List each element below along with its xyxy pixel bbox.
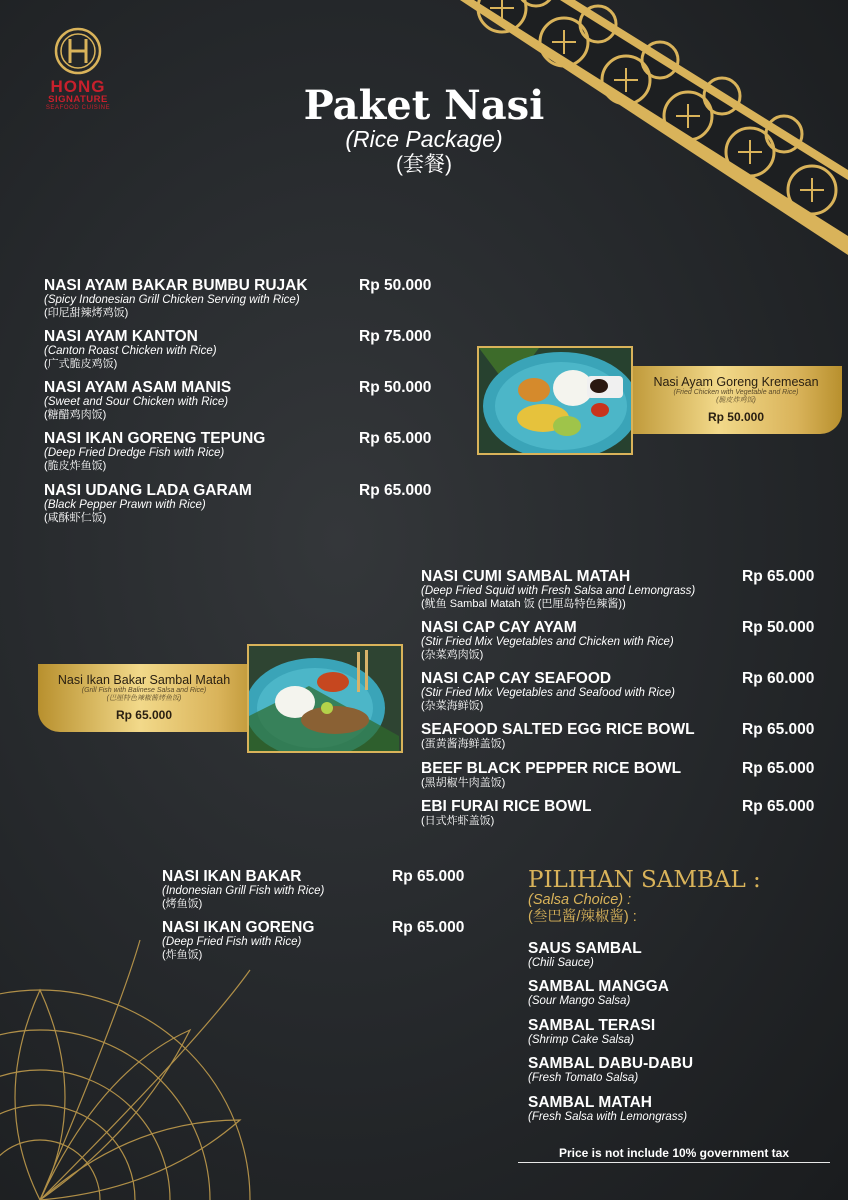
item-price: Rp 50.000 [359,277,432,294]
sambal-item [528,1055,693,1085]
item-price: Rp 65.000 [742,568,815,585]
item-zh: (杂菜鸡肉饭) [421,649,484,661]
item-desc: (Shrimp Cake Salsa) [528,1034,635,1046]
item-name: NASI AYAM KANTON [44,328,198,345]
dish-illustration [249,646,401,751]
featured-desc: (Fried Chicken with Vegetable and Rice) [673,389,799,396]
item-name: SAUS SAMBAL [528,940,642,957]
item-zh: (印尼甜辣烤鸡饭) [44,307,129,319]
item-name: NASI IKAN GORENG TEPUNG [44,430,266,447]
menu-item [44,430,265,473]
menu-item [421,619,674,662]
page-subtitle: (Rice Package) [345,126,503,152]
menu-item [421,798,592,828]
featured-desc: (Grill Fish with Balinese Salsa and Rice) [81,687,207,694]
item-name: NASI AYAM ASAM MANIS [44,379,232,396]
item-zh: (日式炸虾盖饭) [421,815,495,827]
item-name: SEAFOOD SALTED EGG RICE BOWL [421,721,695,738]
item-desc: (Stir Fried Mix Vegetables and Chicken with Rice) [421,636,674,648]
sambal-item [528,1094,687,1124]
menu-item [44,482,252,525]
menu-item [421,721,695,751]
item-desc: (Canton Roast Chicken with Rice) [44,345,217,357]
item-zh: (烤鱼饭) [162,898,203,910]
item-zh: (杂菜海鲜饭) [421,700,484,712]
dish-photo [247,644,403,753]
sambal-subtitle: (Salsa Choice) : [528,892,632,908]
menu-item [421,670,675,713]
item-name: NASI UDANG LADA GARAM [44,482,252,499]
sambal-item [528,940,642,970]
item-name: BEEF BLACK PEPPER RICE BOWL [421,760,682,777]
item-price: Rp 75.000 [359,328,432,345]
item-desc: (Fresh Salsa with Lemongrass) [528,1111,688,1123]
item-desc: (Chili Sauce) [528,957,594,969]
menu-item [421,760,681,790]
featured-zh: (脆皮炸鸡饭) [716,397,756,404]
page-subtitle-zh: (套餐) [396,153,452,176]
item-desc: (Stir Fried Mix Vegetables and Seafood with Rice) [421,687,675,699]
menu-item [421,568,695,611]
item-name: NASI CAP CAY AYAM [421,619,577,636]
item-name: NASI IKAN GORENG [162,919,315,936]
item-name: SAMBAL DABU-DABU [528,1055,694,1072]
featured-label [38,664,264,732]
menu-item [162,919,314,962]
brand-sub: SIGNATURE [48,94,108,105]
item-name: SAMBAL MATAH [528,1094,652,1111]
page-title: Paket Nasi [303,82,545,129]
item-desc: (Deep Fried Dredge Fish with Rice) [44,447,225,459]
sambal-item [528,1017,655,1047]
dish-photo [477,346,633,455]
item-price: Rp 65.000 [742,798,815,815]
featured-price: Rp 65.000 [115,708,173,722]
item-price: Rp 50.000 [742,619,815,636]
item-price: Rp 65.000 [359,430,432,447]
tax-note: Price is not include 10% government tax [518,1146,830,1163]
menu-item [44,277,308,320]
item-desc: (Black Pepper Prawn with Rice) [44,499,206,511]
item-desc: (Deep Fried Squid with Fresh Salsa and Lemongrass) [421,585,696,597]
item-price: Rp 65.000 [359,482,432,499]
featured-name: Nasi Ayam Goreng Kremesan [653,375,819,389]
item-name: NASI CUMI SAMBAL MATAH [421,568,631,585]
featured-price: Rp 50.000 [707,410,765,424]
item-zh: (广式脆皮鸡饭) [44,358,118,370]
menu-item [44,379,231,422]
item-zh: (黑胡椒牛肉盖饭) [421,777,506,789]
item-price: Rp 65.000 [742,721,815,738]
item-price: Rp 65.000 [392,868,465,885]
item-name: NASI AYAM BAKAR BUMBU RUJAK [44,277,308,294]
item-zh: (蛋黄酱海鲜盖饭) [421,738,506,750]
menu-item [162,868,324,911]
sambal-title: PILIHAN SAMBAL : [528,867,761,893]
item-desc: (Sweet and Sour Chicken with Rice) [44,396,229,408]
featured-zh: (巴厘特色辣椒酱烤鱼饭) [106,695,182,702]
menu-item [44,328,217,371]
featured-name: Nasi Ikan Bakar Sambal Matah [57,673,231,687]
brand-tagline: SEAFOOD CUISINE [45,105,111,111]
item-desc: (Fresh Tomato Salsa) [528,1072,639,1084]
item-desc: (Indonesian Grill Fish with Rice) [162,885,325,897]
dish-illustration [479,348,631,453]
item-price: Rp 65.000 [392,919,465,936]
item-name: NASI IKAN BAKAR [162,868,302,885]
item-price: Rp 60.000 [742,670,815,687]
item-zh: (咸酥虾仁饭) [44,512,107,524]
sambal-subtitle-zh: (叁巴酱/辣椒酱) : [528,909,637,925]
hs-monogram-icon [53,26,103,76]
item-desc: (Sour Mango Salsa) [528,995,631,1007]
item-zh: (炸鱼饭) [162,949,203,961]
mandala-lines [0,930,270,1200]
featured-label [618,366,842,434]
brand-name: HONG [50,77,106,96]
item-name: NASI CAP CAY SEAFOOD [421,670,612,687]
item-desc: (Spicy Indonesian Grill Chicken Serving with Rice) [44,294,300,306]
item-price: Rp 50.000 [359,379,432,396]
item-zh: (糖醋鸡肉饭) [44,409,107,421]
item-zh: (脆皮炸鱼饭) [44,460,107,472]
item-desc: (Deep Fried Fish with Rice) [162,936,302,948]
item-zh: (鱿鱼 Sambal Matah 饭 (巴厘岛特色辣酱)) [421,598,626,610]
sambal-item [528,978,669,1008]
item-price: Rp 65.000 [742,760,815,777]
item-name: SAMBAL TERASI [528,1017,656,1034]
item-name: EBI FURAI RICE BOWL [421,798,592,815]
item-name: SAMBAL MANGGA [528,978,669,995]
